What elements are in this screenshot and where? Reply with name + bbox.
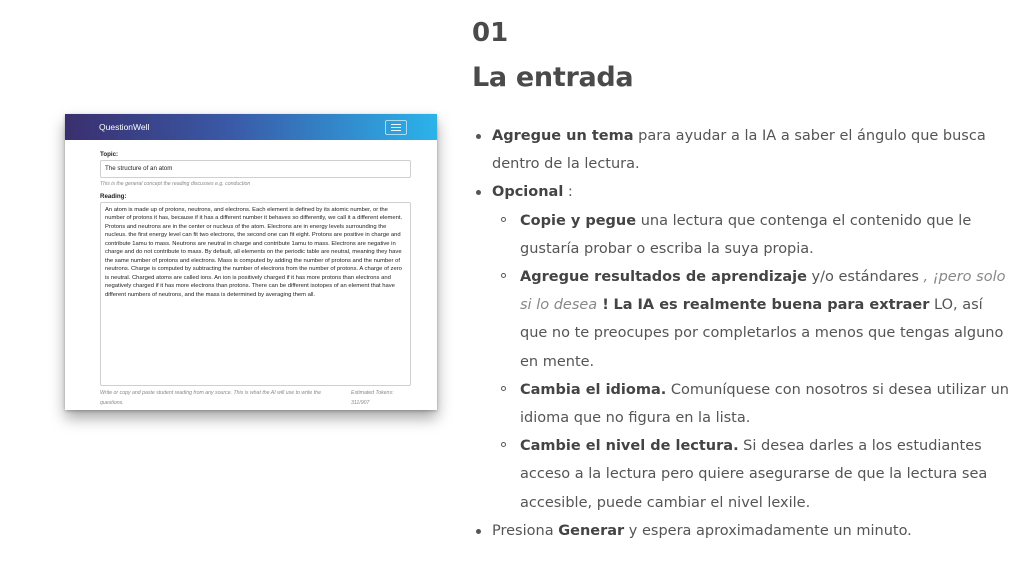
bullet-optional: Opcional : Copie y pegue una lectura que contenga el contenido que le gustaría probar o escriba la suya propia. Agregue resultados de aprendizaje y/o estándares , ¡pero solo si lo desea ! La IA es realmente buena para extraer LO, así que no te preocupes por completarlos a menos que tengas alguno en mente. Cambia el idioma. Comuníquese con nosotros si desea utilizar un idioma que no figura en la lista. Cambie el nivel de lectura. Si desea darles a los estudiantes acceso a la lectura pero quiere asegurarse de que la lectura sea accesible, puede cambiar el nivel lexile. <box>472 178 1012 516</box>
menu-icon[interactable] <box>385 120 407 135</box>
bullet-add-topic: Agregue un tema para ayudar a la IA a saber el ángulo que busca dentro de la lectura. <box>472 122 1012 178</box>
token-count: Estimated Tokens: 311/907 <box>351 390 394 406</box>
navbar <box>65 114 437 140</box>
sub-bullet-reading-level: Cambie el nivel de lectura. Si desea darles a los estudiantes acceso a la lectura pero quiere asegurarse de que la lectura sea accesible, puede cambiar el nivel lexile. <box>492 432 1012 517</box>
bullet-generate: Presiona Generar y espera aproximadamente un minuto. <box>472 517 1012 545</box>
sub-bullet-copy-paste: Copie y pegue una lectura que contenga el contenido que le gustaría probar o escriba la suya propia. <box>492 207 1012 263</box>
section-number: 01 <box>472 18 509 48</box>
section-title: La entrada <box>472 62 634 93</box>
generator-form <box>65 151 437 408</box>
topic-help: This is the general concept the reading discusses e.g. conduction <box>100 181 251 187</box>
sub-bullet-language: Cambia el idioma. Comuníquese con nosotros si desea utilizar un idioma que no figura en la lista. <box>492 376 1012 432</box>
brand-logo[interactable]: QuestionWell <box>99 122 150 132</box>
app-screenshot <box>65 114 437 410</box>
instructions <box>472 122 1012 545</box>
topic-label: Topic: <box>100 151 119 158</box>
sub-bullet-learning-outcomes: Agregue resultados de aprendizaje y/o estándares , ¡pero solo si lo desea ! La IA es realmente buena para extraer LO, así que no te preocupes por completarlos a menos que tengas alguno en mente. <box>492 263 1012 376</box>
topic-input[interactable]: The structure of an atom <box>100 160 411 178</box>
reading-textarea[interactable]: An atom is made up of protons, neutrons, and electrons. Each element is defined by its atomic number, or the number of protons it has, because if it has a different number it behaves so differently, we call it a different element. Protons and neutrons are in the center or nucleus of the atom. Electrons are in energy levels surrounding the nucleus. the first energy level can fit two electrons, the second one can fit eight. Protons are positive in charge and contribute 1amu to mass. Neutrons are neutral in charge and contribute 1amu to mass. Electrons are negative in charge and do not contribute to mass. By default, all elements on the periodic table are neutral, meaning they have the same number of protons and electrons. Mass is computed by adding the number of protons and the number of neutrons. Charge is computed by subtracting the number of electrons from the number of protons. A charge of zero is neutral. Charged atoms are called ions. An ion is positively charged if it has more protons than electrons and negatively charged if it has more electrons than protons. There can be different isotopes of an element that have different numbers of neutrons, and the mass is determined by averaging them all. <box>100 202 411 386</box>
reading-help: Write or copy and paste student reading from any source. This is what the AI will use to write the questions. <box>100 390 321 406</box>
reading-label: Reading: <box>100 193 127 200</box>
